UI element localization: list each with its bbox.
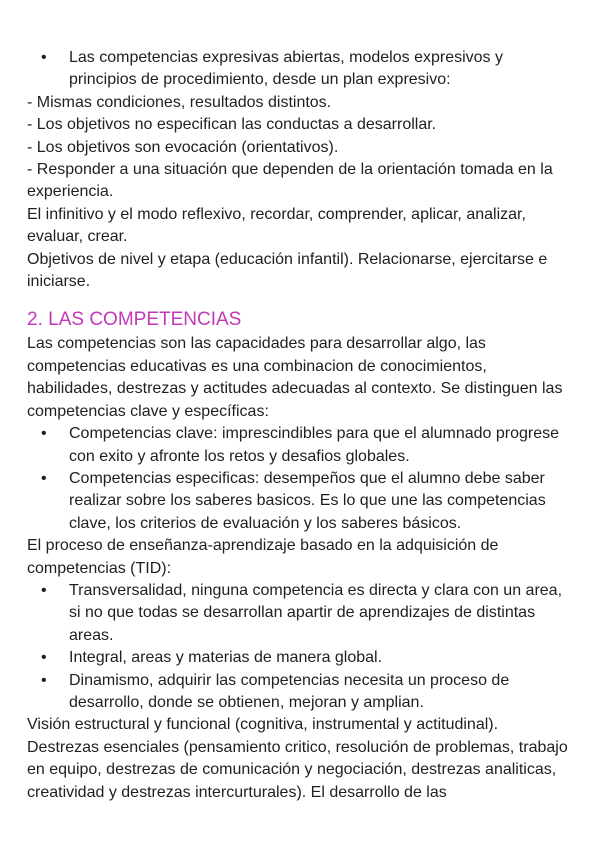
section-heading: 2. LAS COMPETENCIAS <box>27 309 242 331</box>
paragraph-destrezas: Destrezas esenciales (pensamiento critico, resolución de problemas, trabajo en equipo, destrezas de comunicación y negociación, destrezas analiticas, creatividad y destrezas intercurturales). El desarrollo de las <box>27 738 568 801</box>
bullet-text: Dinamismo, adquirir las competencias necesita un proceso de desarrollo, donde se obtienen, mejoran y amplian. <box>69 671 510 711</box>
bullet-text: Transversalidad, ninguna competencia es directa y clara con un area, si no que todas se desarrollan apartir de aprendizajes de distintas areas. <box>69 581 563 644</box>
bullet-dot: • <box>41 469 47 487</box>
bullet-dot: • <box>41 671 47 689</box>
bullet-item <box>27 47 572 92</box>
paragraph-objetivos: Objetivos de nivel y etapa (educación infantil). Relacionarse, ejercitarse e iniciarse. <box>27 250 548 291</box>
bullet-dot: • <box>41 425 47 443</box>
dash-line: - Los objetivos no especifican las conductas a desarrollar. <box>27 116 437 134</box>
bullet-item <box>27 647 572 669</box>
bullet-text: Las competencias expresivas abiertas, modelos expresivos y principios de procedimiento, desde un plan expresivo: <box>69 49 503 89</box>
bullet-text: Competencias especificas: desempeños que el alumno debe saber realizar sobre los saberes basicos. Es lo que une las competencias clave, los criterios de evaluación y los saberes básicos. <box>69 469 546 532</box>
paragraph-infinitivo: El infinitivo y el modo reflexivo, recordar, comprender, aplicar, analizar, evaluar, crear. <box>27 205 526 246</box>
bullet-item <box>27 580 572 647</box>
bullet-dot: • <box>41 581 47 599</box>
bullet-item <box>27 468 572 535</box>
dash-line: - Los objetivos son evocación (orientativos). <box>27 138 339 156</box>
bullet-item <box>27 670 572 715</box>
dash-line: - Mismas condiciones, resultados distintos. <box>27 93 332 111</box>
bullet-item <box>27 423 572 468</box>
bullet-text: Integral, areas y materias de manera global. <box>69 649 383 667</box>
bullet-dot: • <box>41 49 47 66</box>
dash-line: - Responder a una situación que dependen de la orientación tomada en la experiencia. <box>27 161 553 201</box>
paragraph-vision: Visión estructural y funcional (cognitiva, instrumental y actitudinal). <box>27 716 499 734</box>
bullet-text: Competencias clave: imprescindibles para que el alumnado progrese con exito y afronte los retos y desafios globales. <box>69 425 560 465</box>
paragraph-intro: Las competencias son las capacidades para desarrollar algo, las competencias educativas es una combinacion de conocimientos, habilidades, destrezas y actitudes adecuadas al contexto. Se distinguen las competencias clave y específicas: <box>27 335 563 420</box>
paragraph-proceso: El proceso de enseñanza-aprendizaje basado en la adquisición de competencias (TID): <box>27 537 499 577</box>
bullet-dot: • <box>41 649 47 667</box>
